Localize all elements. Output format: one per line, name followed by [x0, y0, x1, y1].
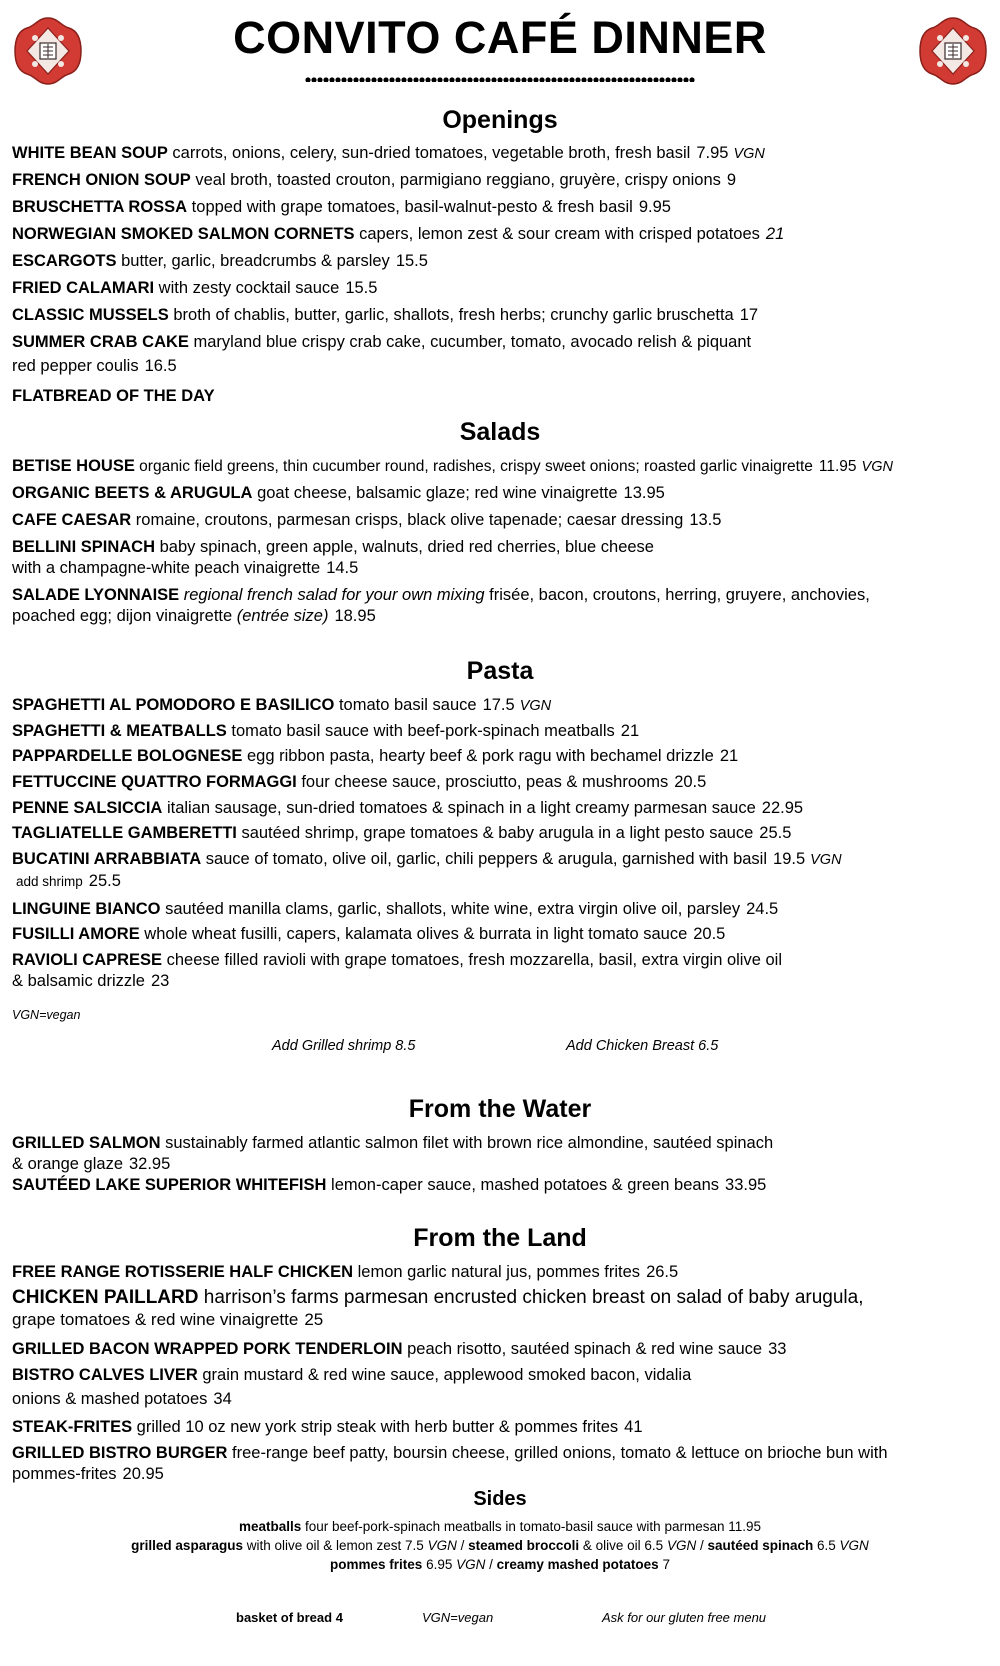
menu-item: TAGLIATELLE GAMBERETTI sautéed shrimp, grape tomatoes & baby arugula in a light pesto sauce 25.5 [12, 824, 792, 842]
vegan-legend: VGN=vegan [12, 1008, 81, 1022]
sides-line-3: pommes frites 6.95 VGN / creamy mashed potatoes 7 [330, 1557, 670, 1572]
menu-item: SPAGHETTI AL POMODORO E BASILICO tomato basil sauce 17.5 VGN [12, 696, 552, 714]
section-title-land: From the Land [413, 1224, 587, 1252]
menu-item: CAFE CAESAR romaine, croutons, parmesan crisps, black olive tapenade; caesar dressing 13.5 [12, 511, 722, 529]
footer-bread: basket of bread 4 [236, 1610, 343, 1625]
menu-item: LINGUINE BIANCO sautéed manilla clams, garlic, shallots, white wine, extra virgin olive oil, parsley 24.5 [12, 900, 779, 918]
menu-item: FREE RANGE ROTISSERIE HALF CHICKEN lemon garlic natural jus, pommes frites 26.5 [12, 1263, 679, 1281]
menu-item: WHITE BEAN SOUP carrots, onions, celery, sun-dried tomatoes, vegetable broth, fresh basil 7.95 VGN [12, 144, 765, 162]
menu-item: FRENCH ONION SOUP veal broth, toasted crouton, parmigiano reggiano, gruyère, crispy onions 9 [12, 171, 737, 189]
menu-item: RAVIOLI CAPRESE cheese filled ravioli with grape tomatoes, fresh mozzarella, basil, extra virgin olive oil & balsamic drizzle 23 [12, 951, 782, 990]
menu-item: PAPPARDELLE BOLOGNESE egg ribbon pasta, hearty beef & pork ragu with bechamel drizzle 21 [12, 747, 739, 765]
menu-item: BUCATINI ARRABBIATA sauce of tomato, olive oil, garlic, chili peppers & arugula, garnished with basil 19.5 VGN add shrimp 25.5 [12, 850, 842, 890]
menu-item: STEAK-FRITES grilled 10 oz new york strip steak with herb butter & pommes frites 41 [12, 1418, 643, 1436]
menu-item: FUSILLI AMORE whole wheat fusilli, capers, kalamata olives & burrata in light tomato sauce 20.5 [12, 925, 726, 943]
menu-item: BISTRO CALVES LIVER grain mustard & red wine sauce, applewood smoked bacon, vidalia onions & mashed potatoes 34 [12, 1366, 692, 1408]
menu-item: FRIED CALAMARI with zesty cocktail sauce 15.5 [12, 279, 378, 297]
sides-line-2: grilled asparagus with olive oil & lemon zest 7.5 VGN / steamed broccoli & olive oil 6.5 VGN / sautéed spinach 6.5 VGN [131, 1538, 869, 1553]
menu-item: GRILLED SALMON sustainably farmed atlantic salmon filet with brown rice almondine, sautéed spinach & orange glaze 32.95 [12, 1134, 774, 1173]
dot-divider [305, 72, 695, 82]
sides-line-1: meatballs four beef-pork-spinach meatballs in tomato-basil sauce with parmesan 11.95 [238, 1519, 762, 1534]
footer-vegan-legend: VGN=vegan [422, 1610, 494, 1625]
addon-chicken: Add Chicken Breast 6.5 [566, 1038, 719, 1054]
menu-item: BELLINI SPINACH baby spinach, green apple, walnuts, dried red cherries, blue cheese with a champagne-white peach vinaigrette 14.5 [12, 538, 654, 577]
menu-item: BRUSCHETTA ROSSA topped with grape tomatoes, basil-walnut-pesto & fresh basil 9.95 [12, 198, 671, 216]
menu-item: FLATBREAD OF THE DAY [12, 387, 215, 405]
menu-item: PENNE SALSICCIA italian sausage, sun-dried tomatoes & spinach in a light creamy parmesan sauce 22.95 [12, 799, 804, 817]
menu-item: ESCARGOTS butter, garlic, breadcrumbs & parsley 15.5 [12, 252, 428, 270]
menu-item: GRILLED BACON WRAPPED PORK TENDERLOIN peach risotto, sautéed spinach & red wine sauce 33 [12, 1340, 787, 1358]
menu-item: SUMMER CRAB CAKE maryland blue crispy crab cake, cucumber, tomato, avocado relish & piquant red pepper coulis 16.5 [12, 333, 752, 375]
menu-item: FETTUCCINE QUATTRO FORMAGGI four cheese sauce, prosciutto, peas & mushrooms 20.5 [12, 773, 707, 791]
section-title-openings: Openings [442, 106, 558, 134]
page-title: CONVITO CAFÉ DINNER [233, 12, 767, 63]
menu-item: ORGANIC BEETS & ARUGULA goat cheese, balsamic glaze; red wine vinaigrette 13.95 [12, 484, 665, 502]
footer-gluten-note: Ask for our gluten free menu [602, 1610, 767, 1625]
menu-item: CLASSIC MUSSELS broth of chablis, butter, garlic, shallots, fresh herbs; crunchy garlic bruschetta 17 [12, 306, 759, 324]
section-title-sides: Sides [473, 1488, 527, 1510]
section-title-water: From the Water [408, 1095, 592, 1123]
section-title-salads: Salads [459, 418, 541, 446]
menu-item: BETISE HOUSE organic field greens, thin cucumber round, radishes, crispy sweet onions; roasted garlic vinaigrette 11.95 VGN [12, 457, 893, 475]
menu-item: NORWEGIAN SMOKED SALMON CORNETS capers, lemon zest & sour cream with crisped potatoes 21 [12, 225, 785, 243]
menu-item: SALADE LYONNAISE regional french salad for your own mixing frisée, bacon, croutons, herring, gruyere, anchovies, poached egg; dijon vinaigrette (entrée size) 18.95 [12, 586, 870, 625]
menu-item: SAUTÉED LAKE SUPERIOR WHITEFISH lemon-caper sauce, mashed potatoes & green beans 33.95 [12, 1176, 767, 1194]
menu-item: SPAGHETTI & MEATBALLS tomato basil sauce with beef-pork-spinach meatballs 21 [12, 722, 640, 740]
addon-shrimp: Add Grilled shrimp 8.5 [272, 1038, 416, 1054]
menu-item: CHICKEN PAILLARD harrison’s farms parmesan encrusted chicken breast on salad of baby arugula, grape tomatoes & red wine vinaigrette 25 [12, 1287, 864, 1329]
section-title-pasta: Pasta [466, 657, 534, 685]
menu-item: GRILLED BISTRO BURGER free-range beef patty, boursin cheese, grilled onions, tomato & lettuce on brioche bun with pommes-frites 20.95 [12, 1444, 888, 1483]
dot-divider-graphic [305, 75, 695, 82]
